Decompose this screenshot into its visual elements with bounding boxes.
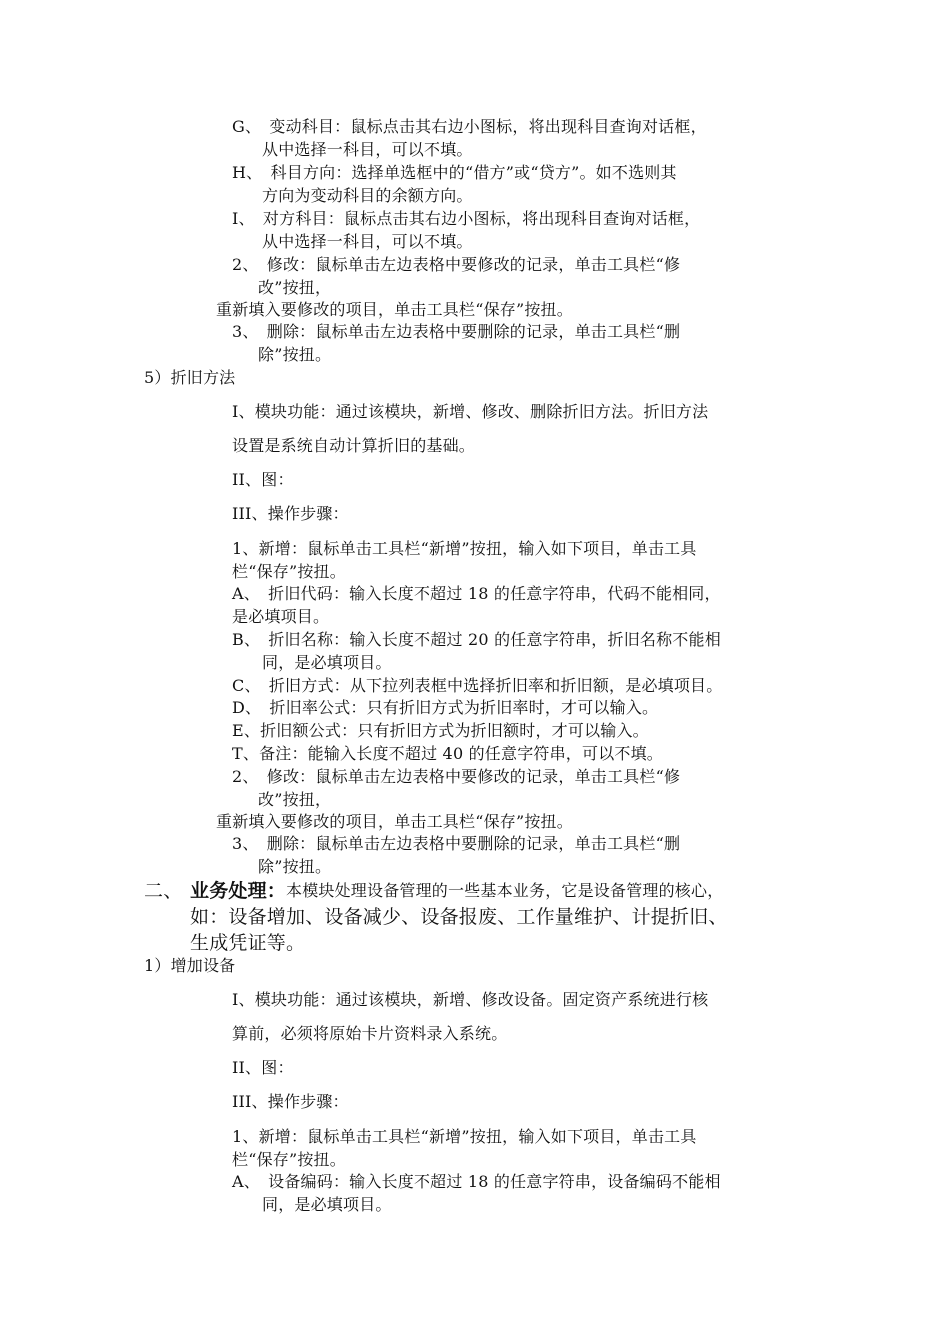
section-heading-add-equipment: 1）增加设备 (144, 956, 236, 975)
add-equipment-step-add-line-2: 栏“保存”按扭。 (232, 1150, 346, 1169)
step-delete-2-line-1: 3、 删除：鼠标单击左边表格中要删除的记录，单击工具栏“删 (232, 834, 681, 853)
item-b-line-2: 同，是必填项目。 (262, 653, 392, 672)
steps-label: III、操作步骤： (232, 504, 349, 523)
chapter-number: 二、 (144, 880, 183, 902)
section-heading-depreciation-method: 5）折旧方法 (144, 368, 236, 387)
step-delete-line-1: 3、 删除：鼠标单击左边表格中要删除的记录，单击工具栏“删 (232, 322, 681, 341)
step-add-line-2: 栏“保存”按扭。 (232, 562, 346, 581)
figure-label: II、图： (232, 470, 294, 489)
step-modify-2-line-2: 改”按扭， (258, 790, 332, 809)
item-i-line-1: I、 对方科目：鼠标点击其右边小图标，将出现科目查询对话框， (232, 209, 701, 228)
chapter-intro-line-1: 本模块处理设备管理的一些基本业务，它是设备管理的核心， (286, 881, 724, 900)
step-modify-2-line-3: 重新填入要修改的项目，单击工具栏“保存”按扭。 (216, 812, 573, 831)
chapter-intro-line-2: 如：设备增加、设备减少、设备报废、工作量维护、计提折旧、 (190, 906, 728, 928)
item-g-line-1: G、 变动科目：鼠标点击其右边小图标，将出现科目查询对话框， (232, 117, 707, 136)
add-equipment-step-add-line-1: 1、新增：鼠标单击工具栏“新增”按扭，输入如下项目，单击工具 (232, 1127, 697, 1146)
item-d-line: D、 折旧率公式：只有折旧方式为折旧率时，才可以输入。 (232, 698, 659, 717)
item-b-line-1: B、 折旧名称：输入长度不超过 20 的任意字符串，折旧名称不能相 (232, 630, 721, 649)
step-add-line-1: 1、新增：鼠标单击工具栏“新增”按扭，输入如下项目，单击工具 (232, 539, 697, 558)
step-delete-2-line-2: 除”按扭。 (258, 857, 332, 876)
item-t-line: T、备注：能输入长度不超过 40 的任意字符串，可以不填。 (232, 744, 664, 763)
item-a-line-2: 是必填项目。 (232, 607, 330, 626)
chapter-intro-line-3: 生成凭证等。 (190, 932, 306, 954)
step-modify-line-3: 重新填入要修改的项目，单击工具栏“保存”按扭。 (216, 300, 573, 319)
module-function-line-2: 设置是系统自动计算折旧的基础。 (232, 436, 476, 455)
item-g-line-2: 从中选择一科目，可以不填。 (262, 140, 473, 159)
item-e-line: E、折旧额公式：只有折旧方式为折旧额时，才可以输入。 (232, 721, 649, 740)
step-delete-line-2: 除”按扭。 (258, 345, 332, 364)
add-equipment-steps-label: III、操作步骤： (232, 1092, 349, 1111)
item-c-line: C、 折旧方式：从下拉列表框中选择折旧率和折旧额，是必填项目。 (232, 676, 723, 695)
add-equipment-function-line-2: 算前，必须将原始卡片资料录入系统。 (232, 1024, 508, 1043)
item-a-line-1: A、 折旧代码：输入长度不超过 18 的任意字符串，代码不能相同， (232, 584, 721, 603)
add-equipment-figure-label: II、图： (232, 1058, 294, 1077)
equipment-code-line-2: 同，是必填项目。 (262, 1195, 392, 1214)
step-modify-2-line-1: 2、 修改：鼠标单击左边表格中要修改的记录，单击工具栏“修 (232, 767, 681, 786)
item-i-line-2: 从中选择一科目，可以不填。 (262, 232, 473, 251)
step-modify-line-1: 2、 修改：鼠标单击左边表格中要修改的记录，单击工具栏“修 (232, 255, 681, 274)
item-h-line-1: H、 科目方向：选择单选框中的“借方”或“贷方”。如不选则其 (232, 163, 677, 182)
add-equipment-function-line-1: I、模块功能：通过该模块，新增、修改设备。固定资产系统进行核 (232, 990, 709, 1009)
module-function-line-1: I、模块功能：通过该模块，新增、修改、删除折旧方法。折旧方法 (232, 402, 709, 421)
chapter-title: 业务处理： (190, 880, 287, 902)
item-h-line-2: 方向为变动科目的余额方向。 (262, 186, 473, 205)
step-modify-line-2: 改”按扭， (258, 278, 332, 297)
equipment-code-line-1: A、 设备编码：输入长度不超过 18 的任意字符串，设备编码不能相 (232, 1172, 721, 1191)
